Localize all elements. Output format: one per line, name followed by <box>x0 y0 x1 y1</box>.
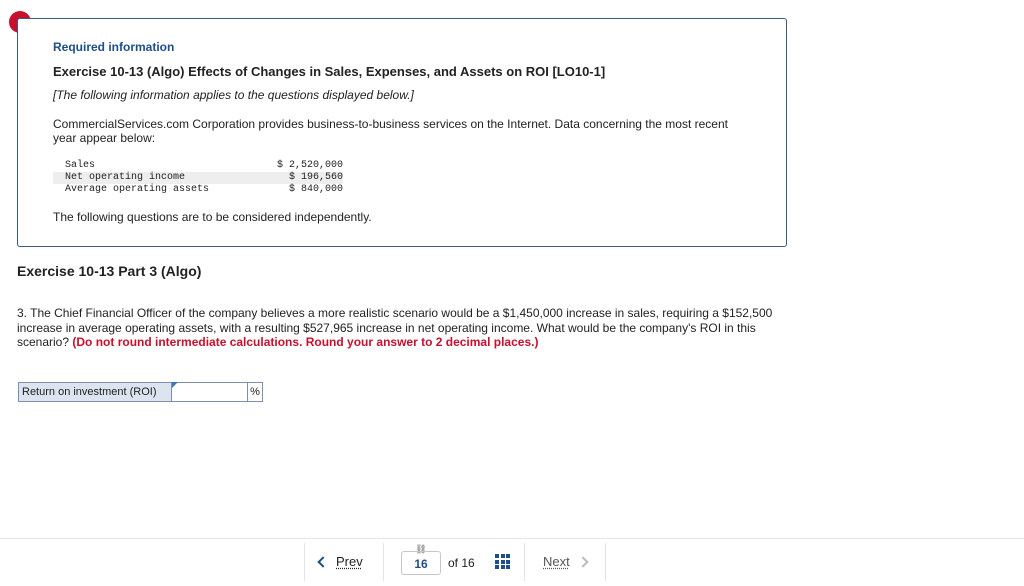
chevron-left-icon <box>317 556 328 567</box>
footer-divider <box>0 538 1024 539</box>
page-total: of 16 <box>448 556 475 570</box>
input-flag-icon <box>172 382 178 388</box>
prev-button[interactable] <box>319 554 363 569</box>
row-label: Average operating assets <box>65 184 210 195</box>
roi-input-wrapper <box>172 382 248 402</box>
table-row <box>53 184 343 196</box>
link-icon: ⛓ <box>415 545 427 555</box>
roi-label: Return on investment (ROI) <box>18 382 172 402</box>
question-body: 3. The Chief Financial Officer of the company believes a more realistic scenario would be a $1,450,000 increase in sales, requiring a $152,500 increase in average operating assets, with a resulting $527,965 increase in net operating income. What would be the company's ROI in this scenario? <box>17 306 773 349</box>
roi-answer-row <box>18 382 263 402</box>
pagination-bar <box>304 543 606 581</box>
row-value: $ 2,520,000 <box>276 160 343 171</box>
exercise-description: CommercialServices.com Corporation provides business-to-business services on the Internet. Data concerning the most recent year appear below: <box>53 117 728 145</box>
row-label: Net operating income <box>53 172 251 184</box>
next-button[interactable] <box>543 554 587 569</box>
roi-unit-label: % <box>248 382 263 402</box>
row-value: $ 840,000 <box>288 184 343 195</box>
row-label: Sales <box>65 160 96 171</box>
grid-icon[interactable] <box>495 554 510 569</box>
required-information-panel <box>17 18 787 247</box>
question-text <box>17 306 777 350</box>
current-page-box[interactable]: 16 <box>401 551 441 575</box>
chevron-right-icon <box>577 556 588 567</box>
required-information-heading: Required information <box>53 40 175 54</box>
exercise-note: [The following information applies to the questions displayed below.] <box>53 88 414 102</box>
exercise-title: Exercise 10-13 (Algo) Effects of Changes in Sales, Expenses, and Assets on ROI [LO10-1] <box>53 64 606 79</box>
independence-note: The following questions are to be considered independently. <box>53 210 372 224</box>
table-row <box>53 160 343 172</box>
nav-divider <box>524 543 525 581</box>
next-label: Next <box>543 554 570 569</box>
company-data-table <box>53 160 343 196</box>
question-instruction: (Do not round intermediate calculations. Round your answer to 2 decimal places.) <box>72 335 539 349</box>
table-row <box>53 172 343 184</box>
prev-label: Prev <box>336 554 363 569</box>
row-value: $ 196,560 <box>251 172 343 184</box>
nav-divider <box>383 543 384 581</box>
part-title: Exercise 10-13 Part 3 (Algo) <box>17 263 202 279</box>
roi-input[interactable] <box>172 382 248 402</box>
